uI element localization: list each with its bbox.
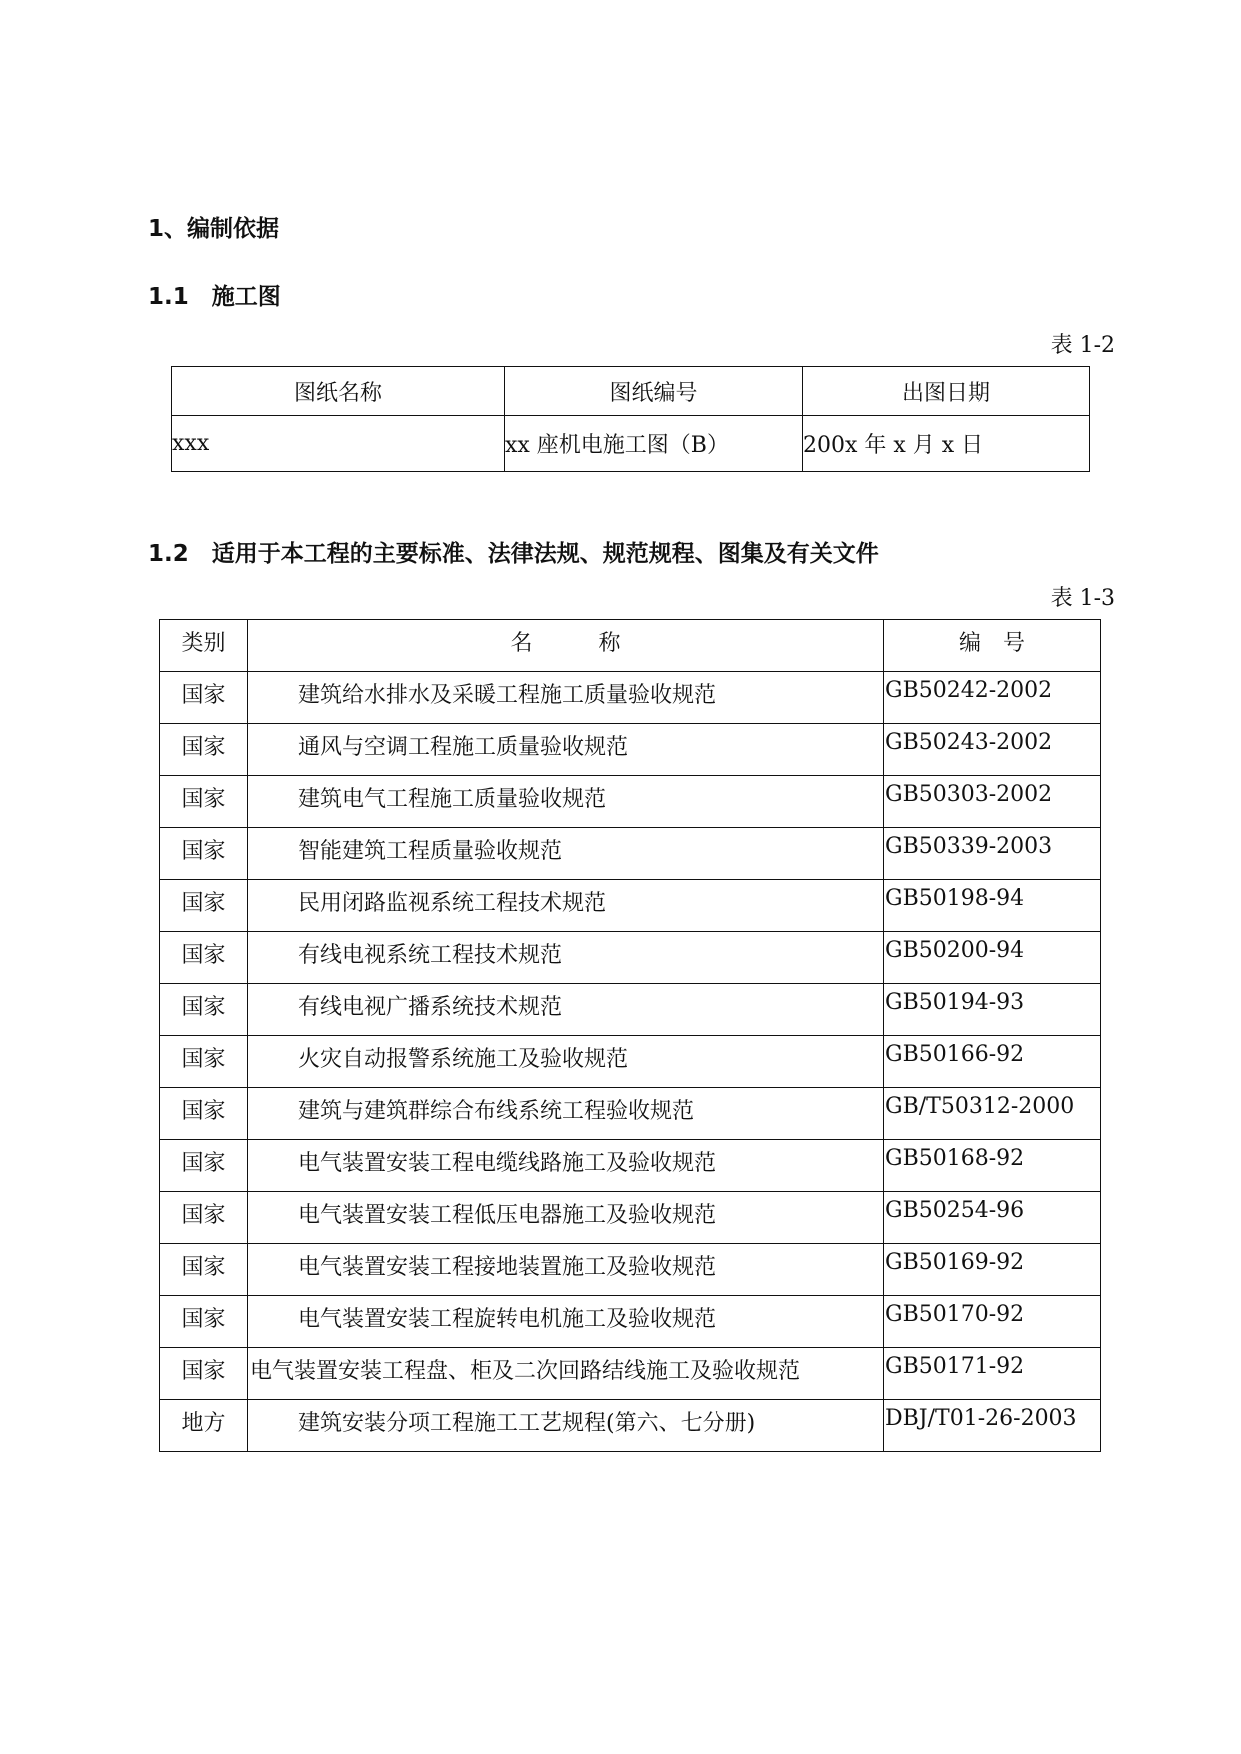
cell-category: 国家 [160,932,248,984]
cell-standard-name: 有线电视系统工程技术规范 [248,932,884,984]
cell-standard-name: 民用闭路监视系统工程技术规范 [248,880,884,932]
cell-category: 国家 [160,1192,248,1244]
header-drawing-number: 图纸编号 [505,367,803,416]
cell-standard-code: GB50243-2002 [884,724,1101,776]
cell-issue-date: 200x 年 x 月 x 日 [803,416,1090,472]
cell-standard-name: 电气装置安装工程低压电器施工及验收规范 [248,1192,884,1244]
table-row [160,984,1101,1036]
drawings-table [171,366,1090,472]
header-drawing-name: 图纸名称 [172,367,505,416]
cell-standard-name: 智能建筑工程质量验收规范 [248,828,884,880]
table-caption-1-2: 表 1-2 [1050,333,1115,358]
cell-standard-code: GB50242-2002 [884,672,1101,724]
cell-standard-code: GB/T50312-2000 [884,1088,1101,1140]
table-row [160,724,1101,776]
table-row [172,416,1090,472]
table-row [160,932,1101,984]
cell-standard-name: 电气装置安装工程旋转电机施工及验收规范 [248,1296,884,1348]
cell-category: 国家 [160,1036,248,1088]
cell-drawing-name: xxx [172,416,505,472]
cell-standard-name: 火灾自动报警系统施工及验收规范 [248,1036,884,1088]
cell-standard-code: GB50339-2003 [884,828,1101,880]
table-header-row [160,620,1101,672]
cell-standard-code: GB50303-2002 [884,776,1101,828]
table-row [160,1192,1101,1244]
cell-standard-code: DBJ/T01-26-2003 [884,1400,1101,1452]
cell-standard-name: 建筑安装分项工程施工工艺规程(第六、七分册) [248,1400,884,1452]
cell-standard-name: 电气装置安装工程接地装置施工及验收规范 [248,1244,884,1296]
table-row [160,1348,1101,1400]
header-code: 编 号 [884,620,1101,672]
cell-category: 国家 [160,776,248,828]
cell-standard-code: GB50200-94 [884,932,1101,984]
table-row [160,1244,1101,1296]
header-name: 名 称 [248,620,884,672]
cell-standard-name: 建筑与建筑群综合布线系统工程验收规范 [248,1088,884,1140]
cell-standard-name: 通风与空调工程施工质量验收规范 [248,724,884,776]
table-row [160,776,1101,828]
cell-standard-code: GB50166-92 [884,1036,1101,1088]
header-issue-date: 出图日期 [803,367,1090,416]
cell-category: 国家 [160,724,248,776]
table-caption-1-3: 表 1-3 [1050,586,1115,611]
standards-table [159,619,1101,1452]
cell-category: 国家 [160,1296,248,1348]
table-row [160,1036,1101,1088]
cell-standard-name: 建筑给水排水及采暖工程施工质量验收规范 [248,672,884,724]
cell-category: 国家 [160,984,248,1036]
cell-standard-code: GB50168-92 [884,1140,1101,1192]
table-row [160,672,1101,724]
table-header-row [172,367,1090,416]
cell-standard-code: GB50198-94 [884,880,1101,932]
cell-standard-code: GB50254-96 [884,1192,1101,1244]
cell-category: 国家 [160,880,248,932]
cell-category: 国家 [160,1088,248,1140]
cell-drawing-number: xx 座机电施工图（B） [505,416,803,472]
cell-standard-name: 建筑电气工程施工质量验收规范 [248,776,884,828]
cell-standard-name: 有线电视广播系统技术规范 [248,984,884,1036]
section-heading-1-2: 1.2 适用于本工程的主要标准、法律法规、规范规程、图集及有关文件 [148,541,879,567]
cell-category: 国家 [160,828,248,880]
cell-category: 国家 [160,1244,248,1296]
section-heading-1-1: 1.1 施工图 [148,284,281,310]
table-row [160,1140,1101,1192]
table-row [160,1088,1101,1140]
section-heading-1: 1、编制依据 [148,216,280,242]
table-row [160,880,1101,932]
cell-standard-code: GB50194-93 [884,984,1101,1036]
cell-standard-name: 电气装置安装工程盘、柜及二次回路结线施工及验收规范 [248,1348,884,1400]
cell-standard-code: GB50170-92 [884,1296,1101,1348]
cell-standard-name: 电气装置安装工程电缆线路施工及验收规范 [248,1140,884,1192]
cell-category: 地方 [160,1400,248,1452]
cell-category: 国家 [160,672,248,724]
cell-standard-code: GB50171-92 [884,1348,1101,1400]
table-row [160,828,1101,880]
table-row [160,1400,1101,1452]
cell-category: 国家 [160,1140,248,1192]
header-category: 类别 [160,620,248,672]
cell-standard-code: GB50169-92 [884,1244,1101,1296]
cell-category: 国家 [160,1348,248,1400]
table-row [160,1296,1101,1348]
